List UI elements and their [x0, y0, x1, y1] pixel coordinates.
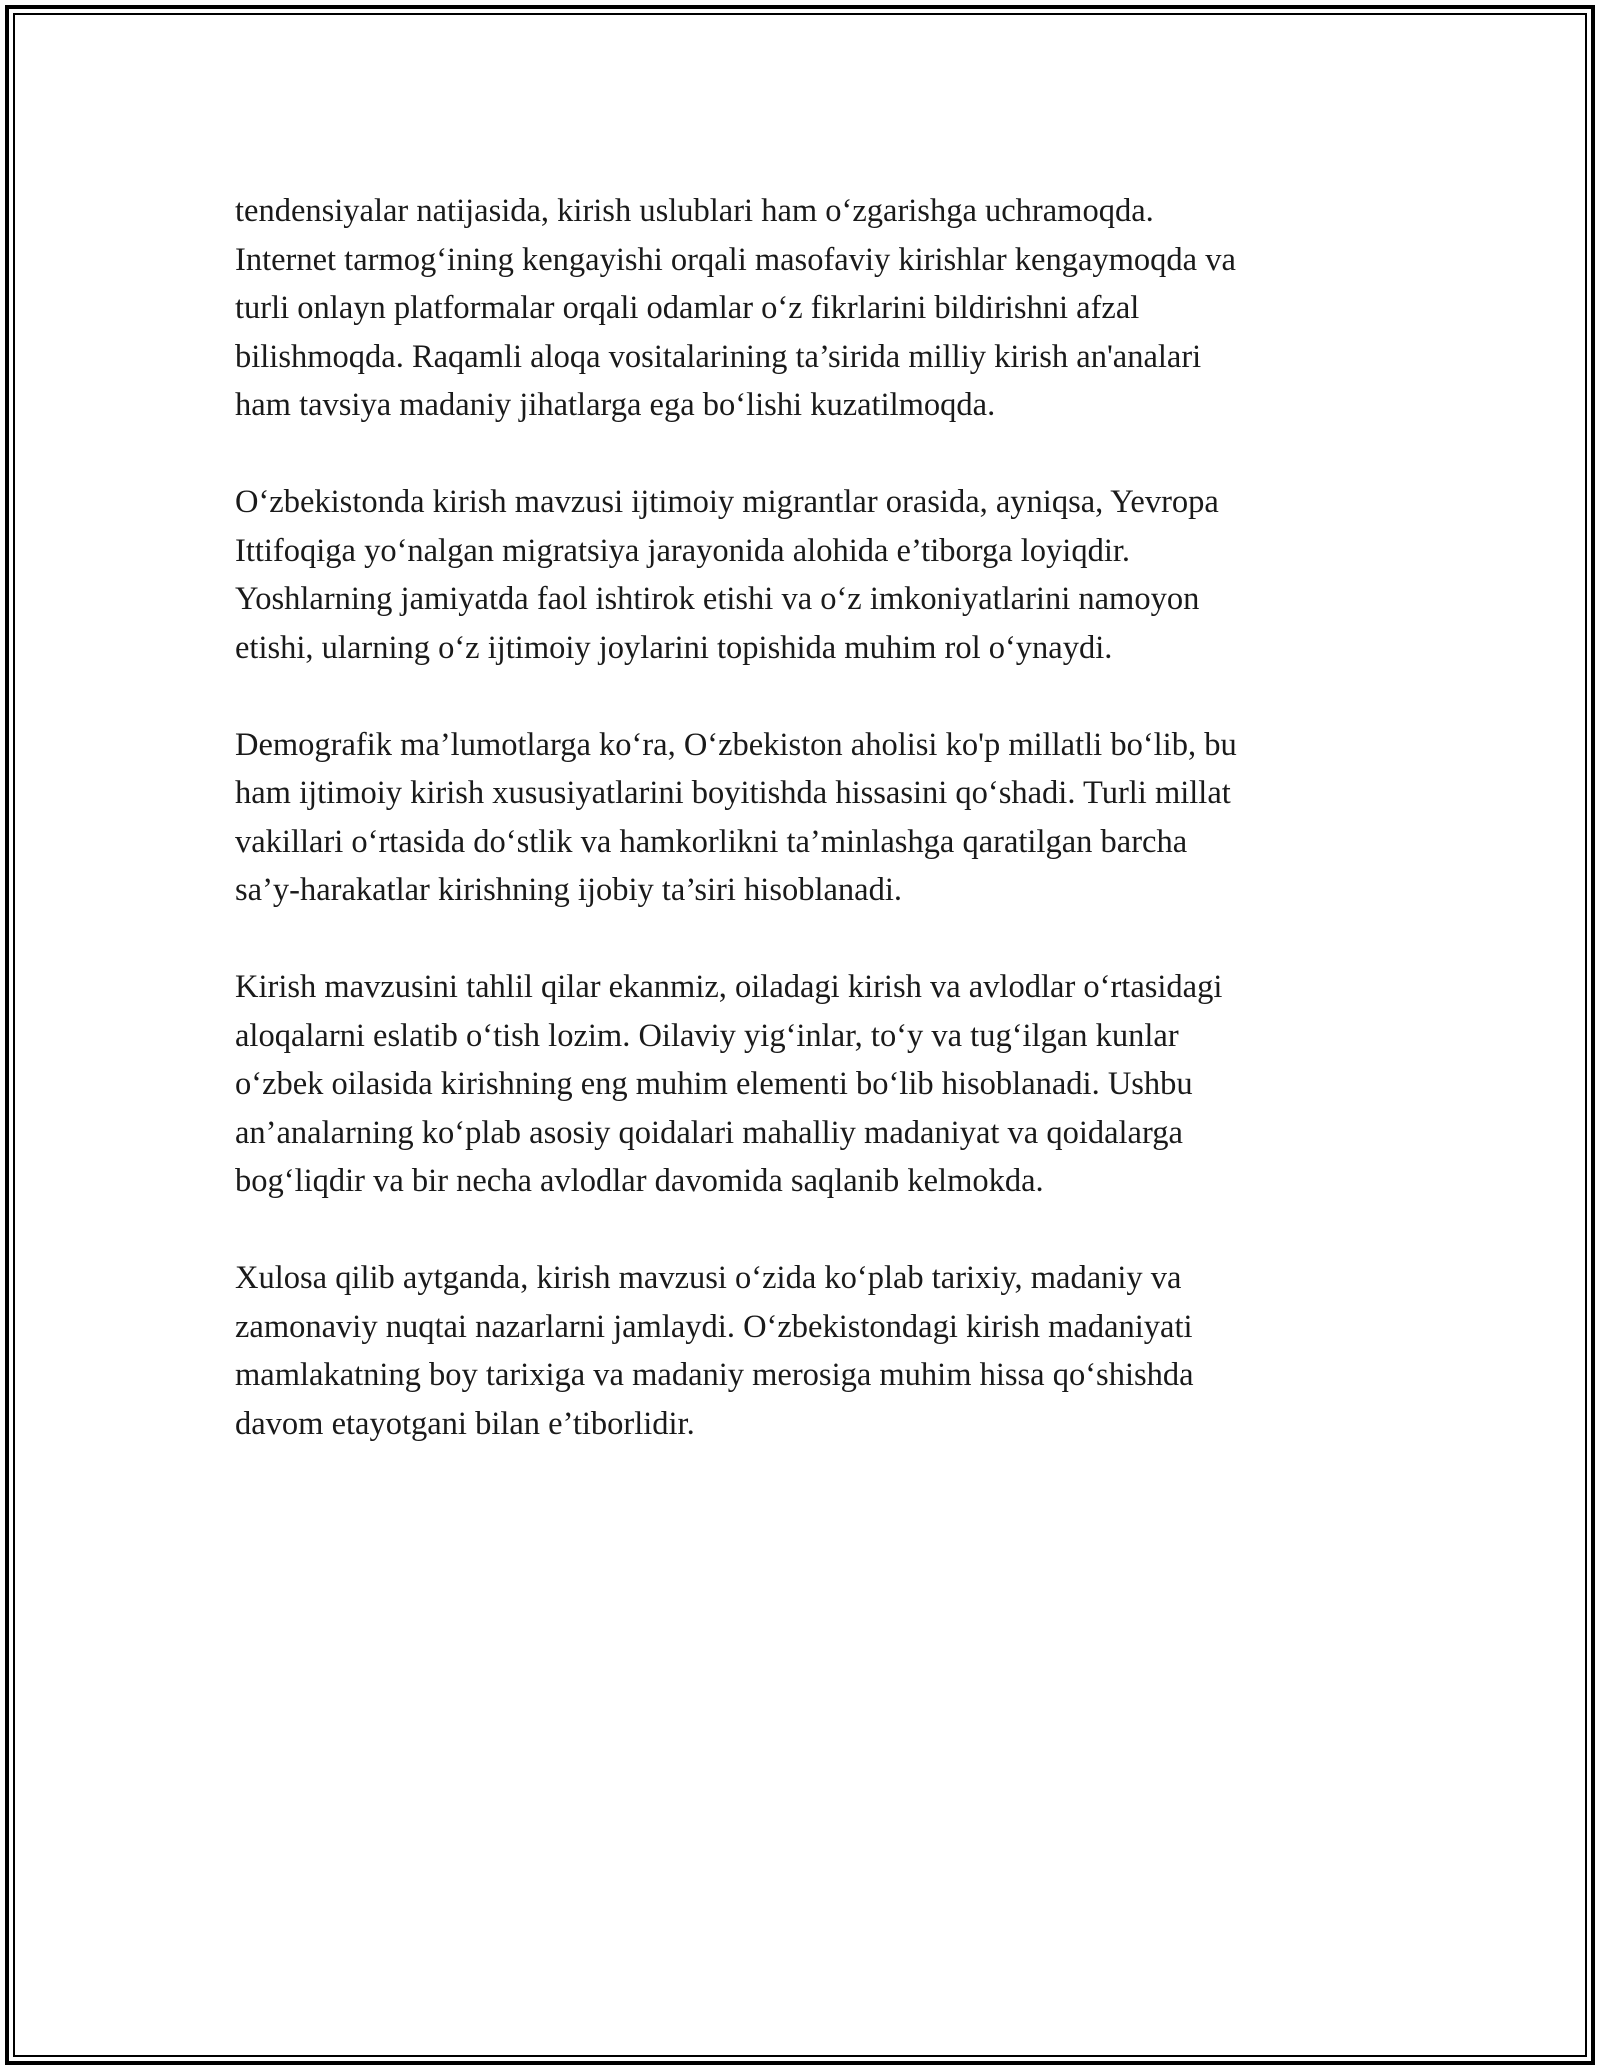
text-line: Yoshlarning jamiyatda faol ishtirok etishi va o‘z imkoniyatlarini namoyon — [235, 581, 1200, 617]
text-line: etishi, ularning o‘z ijtimoiy joylarini topishida muhim rol o‘ynaydi. — [235, 629, 1113, 666]
text-line: ham tavsiya madaniy jihatlarga ega bo‘lishi kuzatilmoqda. — [235, 387, 996, 423]
text-line: tendensiyalar natijasida, kirish uslublari ham o‘zgarishga uchramoqda. — [235, 193, 1154, 229]
text-line: Ittifoqiga yo‘nalgan migratsiya jarayonida alohida e’tiborga loyiqdir. — [235, 532, 1131, 569]
paragraph-5 — [235, 1254, 1385, 1448]
paragraph-1 — [235, 187, 1385, 430]
text-line: O‘zbekistonda kirish mavzusi ijtimoiy migrantlar orasida, ayniqsa, Yevropa — [235, 484, 1219, 520]
text-line: bog‘liqdir va bir necha avlodlar davomida saqlanib kelmokda. — [235, 1163, 1044, 1199]
text-line: bilishmoqda. Raqamli aloqa vositalarining ta’sirida milliy kirish an'analari — [235, 338, 1202, 375]
text-line: Kirish mavzusini tahlil qilar ekanmiz, oiladagi kirish va avlodlar o‘rtasidagi — [235, 969, 1223, 1005]
text-line: Internet tarmog‘ining kengayishi orqali masofaviy kirishlar kengaymoqda va — [235, 241, 1236, 278]
text-line: aloqalarni eslatib o‘tish lozim. Oilaviy yig‘inlar, to‘y va tug‘ilgan kunlar — [235, 1017, 1179, 1054]
paragraph-2 — [235, 478, 1385, 672]
text-line: an’analarning ko‘plab asosiy qoidalari mahalliy madaniyat va qoidalarga — [235, 1114, 1183, 1151]
text-line: Demografik ma’lumotlarga ko‘ra, O‘zbekiston aholisi ko'p millatli bo‘lib, bu — [235, 726, 1237, 763]
text-line: zamonaviy nuqtai nazarlarni jamlaydi. O‘zbekistondagi kirish madaniyati — [235, 1308, 1193, 1345]
document-body — [235, 187, 1385, 1497]
text-line: sa’y-harakatlar kirishning ijobiy ta’siri hisoblanadi. — [235, 872, 902, 908]
text-line: Xulosa qilib aytganda, kirish mavzusi o‘zida ko‘plab tarixiy, madaniy va — [235, 1260, 1182, 1296]
paragraph-4 — [235, 963, 1385, 1206]
text-line: davom etayotgani bilan e’tiborlidir. — [235, 1405, 695, 1442]
text-line: ham ijtimoiy kirish xususiyatlarini boyitishda hissasini qo‘shadi. Turli millat — [235, 775, 1231, 811]
text-line: mamlakatning boy tarixiga va madaniy merosiga muhim hissa qo‘shishda — [235, 1357, 1194, 1393]
paragraph-3 — [235, 721, 1385, 915]
text-line: o‘zbek oilasida kirishning eng muhim elementi bo‘lib hisoblanadi. Ushbu — [235, 1066, 1193, 1102]
text-line: turli onlayn platformalar orqali odamlar o‘z fikrlarini bildirishni afzal — [235, 290, 1140, 326]
text-line: vakillari o‘rtasida do‘stlik va hamkorlikni ta’minlashga qaratilgan barcha — [235, 823, 1188, 860]
